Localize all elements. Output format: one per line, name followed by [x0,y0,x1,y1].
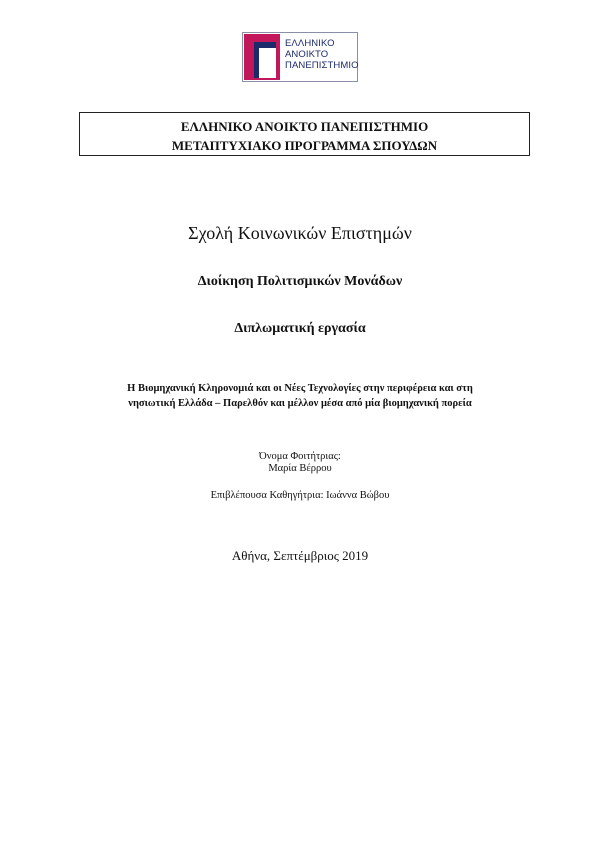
thesis-title-line-2: νησιωτική Ελλάδα – Παρελθόν και μέλλον μέσα από μία βιομηχανική πορεία [128,398,472,409]
institution-header-box [79,112,530,156]
logo-line-1: ΕΛΛΗΝΙΚΟ [285,38,335,49]
student-name: Μαρία Βέρρου [268,463,332,474]
school-title: Σχολή Κοινωνικών Επιστημών [188,223,412,243]
logo-line-3: ΠΑΝΕΠΙΣΤΗΜΙΟ [285,60,359,71]
logo-wordmark [285,38,359,71]
thesis-title [40,381,560,411]
logo-line-2: ΑΝΟΙΚΤΟ [285,49,329,60]
student-label: Όνομα Φοιτήτριας: [259,451,341,462]
document-type: Διπλωματική εργασία [234,321,366,336]
university-logo [242,32,358,82]
institution-name: ΕΛΛΗΝΙΚΟ ΑΝΟΙΚΤΟ ΠΑΝΕΠΙΣΤΗΜΙΟ [180,119,429,134]
program-level: ΜΕΤΑΠΤΥΧΙΑΚΟ ΠΡΟΓΡΑΜΜΑ ΣΠΟΥΔΩΝ [171,138,438,153]
program-name: Διοίκηση Πολιτισμικών Μονάδων [197,274,403,289]
thesis-title-line-1: Η Βιομηχανική Κληρονομιά και οι Νέες Τεχνολογίες στην περιφέρεια και στη [127,383,473,394]
place-date: Αθήνα, Σεπτέμβριος 2019 [231,548,369,563]
supervisor: Επιβλέπουσα Καθηγήτρια: Ιωάννα Βώβου [210,490,390,501]
